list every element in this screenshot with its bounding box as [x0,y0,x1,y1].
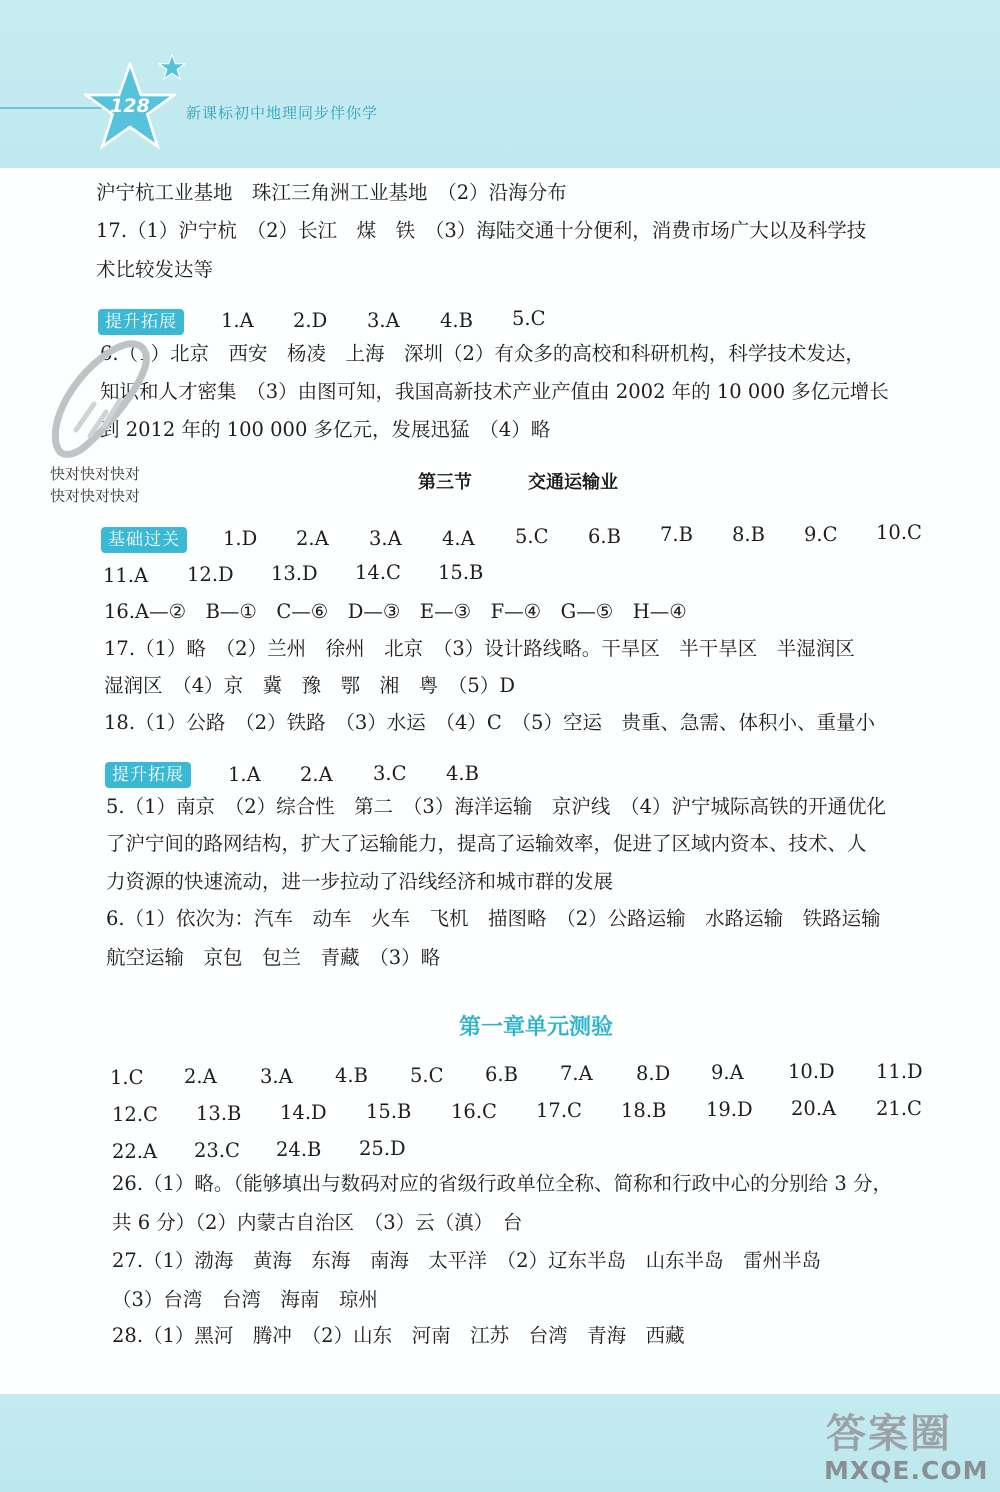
answer-line: 6.（1）依次为：汽车 动车 火车 飞机 描图略 （2）公路运输 水路运输 铁路运输 [106,907,881,930]
stamp-caption: 快对快对快对 [50,487,141,505]
section-number: 第三节 [418,472,472,493]
answer-item: 6.B [485,1063,518,1086]
answer-item: 15.B [366,1100,412,1123]
answer-item: 13.B [196,1102,242,1125]
answer-line: 共 6 分）（2）内蒙古自治区 （3）云（滇） 台 [112,1211,523,1234]
answer-line: 6.（1）北京 西安 杨凌 上海 深圳（2）有众多的高校和科研机构，科学技术发达， [100,342,865,365]
answer-line: 27.（1）渤海 黄海 东海 南海 太平洋 （2）辽东半岛 山东半岛 雷州半岛 [112,1249,822,1272]
answer-item: 25.D [359,1137,406,1160]
answer-item: 7.A [560,1062,593,1085]
answer-item: 14.C [355,561,401,584]
stamp-caption: 快对快对快对 [50,465,141,483]
answer-line: 知识和人才密集 （3）由图可知，我国高新技术产业产值由 2002 年的 10 000 多亿元增长 [100,380,889,403]
answer-item: 9.A [711,1061,744,1084]
answer-item: 4.A [442,527,475,550]
kuaidui-stamp [46,334,152,462]
answer-item: 4.B [446,762,479,785]
answer-line: 18.（1）公路 （2）铁路 （3）水运 （4）C （5）空运 贵重、急需、体积小、重量小 [104,711,875,734]
answer-line: 力资源的快速流动，进一步拉动了沿线经济和城市群的发展 [106,870,614,893]
answer-item: 22.A [112,1140,158,1163]
answer-item: 20.A [791,1097,837,1120]
answer-item: 16.C [451,1100,497,1123]
answer-item: 1.A [221,309,254,332]
answer-item: 11.D [876,1060,923,1083]
answer-item: 1.A [228,763,261,786]
answer-line: 26.（1）略。（能够填出与数码对应的省级行政单位全称、简称和行政中心的分别给 3 分， [112,1172,892,1195]
answer-item: 12.C [112,1103,158,1126]
jichu-tag: 基础过关 [101,527,187,553]
answer-item: 24.B [276,1138,322,1161]
answer-item: 2.A [300,763,333,786]
watermark-url: MXQE.COM [824,1456,989,1485]
answer-item: 3.A [260,1065,293,1088]
answer-item: 5.C [512,307,546,330]
answer-item: 19.D [706,1098,753,1121]
answer-line: 5.（1）南京 （2）综合性 第二 （3）海洋运输 京沪线 （4）沪宁城际高铁的开通优化 [106,795,886,818]
answer-item: 17.C [536,1099,582,1122]
tisheng-tag: 提升拓展 [98,309,184,335]
answer-line: 湿润区 （4）京 冀 豫 鄂 湘 粤 （5）D [104,674,515,697]
answer-item: 2.A [296,527,329,550]
answer-item: 15.B [438,561,484,584]
answer-item: 3.A [367,309,400,332]
answer-item: 2.A [184,1065,217,1088]
answer-item: 8.B [732,523,765,546]
answer-line: 术比较发达等 [96,258,214,281]
answer-item: 12.D [187,563,234,586]
answer-item: 7.B [660,523,693,546]
answer-item: 3.C [373,762,407,785]
book-title: 新课标初中地理同步伴你学 [186,104,379,122]
answer-line: 28.（1）黑河 腾冲 （2）山东 河南 江苏 台湾 青海 西藏 [112,1324,685,1347]
answer-line: 了沪宁间的路网结构，扩大了运输能力，提高了运输效率，促进了区域内资本、技术、人 [106,832,867,855]
watermark-logo: 答案圈 [826,1411,952,1457]
small-star-icon [158,54,186,80]
answer-item: 10.C [876,521,922,544]
answer-item: 3.A [369,527,402,550]
answer-item: 21.C [876,1097,922,1120]
answer-item: 11.A [103,564,149,587]
answer-item: 9.C [804,523,838,546]
answer-item: 10.D [788,1060,835,1083]
answer-item: 2.D [293,309,328,332]
tisheng-tag: 提升拓展 [105,762,191,788]
answer-item: 5.C [410,1064,444,1087]
answer-line: 到 2012 年的 100 000 多亿元，发展迅猛 （4）略 [100,418,551,441]
answer-item: 6.B [588,525,621,548]
answer-line: 17.（1）略 （2）兰州 徐州 北京 （3）设计路线略。干旱区 半干旱区 半湿润区 [104,637,855,660]
answer-item: 14.D [280,1101,327,1124]
answer-line: 17.（1）沪宁杭 （2）长江 煤 铁 （3）海陆交通十分便利，消费市场广大以及科学技 [96,219,867,242]
chapter-test-title: 第一章单元测验 [458,1015,613,1040]
page-number: 128 [110,95,150,117]
answer-line: （3）台湾 台湾 海南 琼州 [112,1288,378,1311]
answer-item: 18.B [621,1099,667,1122]
section-title: 交通运输业 [528,472,618,493]
answer-item: 4.B [440,309,473,332]
answer-item: 1.D [223,527,258,550]
answer-item: 4.B [335,1064,368,1087]
answer-item: 5.C [515,525,549,548]
answer-line: 16.A—② B—① C—⑥ D—③ E—③ F—④ G—⑤ H—④ [104,600,687,623]
answer-item: 8.D [636,1062,671,1085]
answer-item: 13.D [271,562,318,585]
answer-item: 23.C [194,1139,240,1162]
answer-line: 航空运输 京包 包兰 青藏 （3）略 [106,946,441,969]
answer-item: 1.C [110,1066,144,1089]
answer-line: 沪宁杭工业基地 珠江三角洲工业基地 （2）沿海分布 [96,181,567,204]
